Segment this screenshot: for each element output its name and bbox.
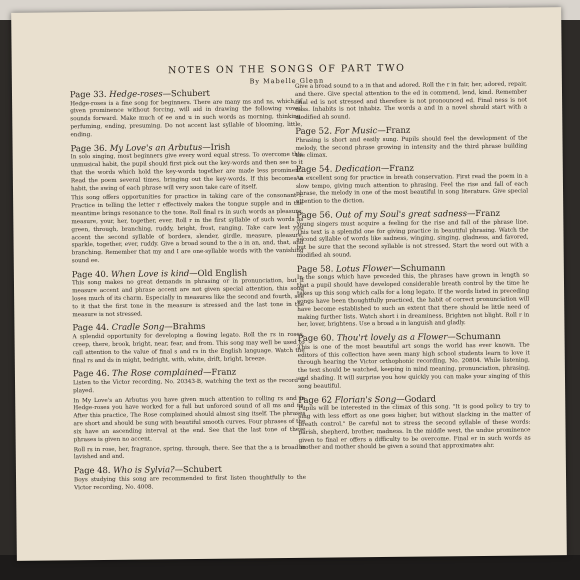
paragraph: An excellent song for practice in breath conservation. First read the poem in a slow tempo, giving much attention to phrasing. Feel the rise and fall of each phrase, the melody in one of the most beautiful in song literature. Give special attention to the diction. xyxy=(295,173,529,206)
paragraph: In My Love's an Arbutus you have given much attention to rolling rs and in Hedge-roses you have worked for a full but unforced sound of all ms and ns. After this practice, The Rose complained should almost sing itself. The phrases are short and should be sung with beautiful smooth curves. Four phrases of the six have an ascending interval at the end. See that the last tone of these phrases is given no accent. xyxy=(73,395,306,443)
paragraph: Roll rs in rose, her, fragrance, spring, through, there. See that the a is broad in lavished and and. xyxy=(73,444,306,461)
author-byline: By Mabelle Glenn xyxy=(249,76,325,86)
section-heading: Page 60. Thou'rt lovely as a Flower—Schumann xyxy=(297,330,501,344)
section-heading: Page 56. Out of my Soul's great sadness—Franz xyxy=(296,207,501,220)
section-heading: Page 36. My Love's an Arbutus—Irish xyxy=(70,141,231,153)
section-heading: Page 48. Who is Sylvia?—Schubert xyxy=(73,463,222,476)
paragraph: Young singers must acquire a feeling for the rise and fall of the phrase line. This text is a splendid one for giving practice in beautiful phrasing. Watch the second syllable of words like sadness, winging, singing, gladness, and favored, but be sure that the second syllable is not stressed. Start the word out with a modified ah sound. xyxy=(296,219,529,259)
paragraph: A splendid opportunity for developing a flowing legato. Roll the rs in roses, creep, there, brook, bright, near, fear, and from. This song may well be used to call attention to the value of final s and rs in the English language. Watch the final rs and ds in might, bedright, with, white, drift, bright, breeze. xyxy=(72,331,305,364)
section-heading: Page 52. For Music—Franz xyxy=(295,124,411,136)
page-title: NOTES ON THE SONGS OF PART TWO xyxy=(168,62,406,77)
section-heading: Page 40. When Love is kind—Old English xyxy=(71,267,248,280)
paragraph: Phrasing is short and easily sung. Pupils should feel the development of the melody, the second phrase growing in intensity and the third phrase building the climax. xyxy=(295,135,528,160)
paragraph: Give a broad sound to a in that and adored. Roll the r in fair, her, adored, repair, and there. Give special attention to the ed in commend, lend, kind. Remember final ed is not stressed and therefore is not pronounced ed. Final ness is not nass. Inhabits is not inhabiz. The words a and in a novel should start with a modified ah sound. xyxy=(294,81,528,122)
section-heading: Page 44. Cradle Song—Brahms xyxy=(72,321,206,333)
paragraph: This song offers opportunities for practice in taking care of the consonant r. Practice in telling the letter r effectively makes the tongue supple and in the meantime brings resonance to the tone. Roll final rs in such words as pleasure, measure, your, her, together, ever. Roll r in the first syllable of such words as green, through, branching, ruddy, bright, frost, ranging. Take care lest you accent the second syllable of borders, slender, girdle, measure, pleasure, sparkle, together, ever, ruddy. Give a broad sound to the a in an, and, that, and branching. Remember that my and I are one-syllable words with the vanishing sound ee. xyxy=(71,193,304,265)
left-column xyxy=(70,84,306,495)
section-heading: Page 58. Lotus Flower—Schumann xyxy=(296,262,446,274)
paragraph: Pupils will be interested in the climax of this song. "It is good policy to try to sing with less effort as one goes higher, but without slacking in the matter of breath control." Be careful not to stress the second syllable of these words: parish, shepherd, brother, madness. In the middle west, the undue prominence given to final er offers a difficulty to be overcome. Final er in such words as brother and mother should be given a sound that approximates ahr. xyxy=(298,403,531,452)
paragraph: Boys studying this song are recommended to first listen thoughtfully to the Victor recording, No. 4008. xyxy=(74,474,307,491)
paragraph: This is one of the most beautiful art songs the world has ever known. The editors of this collection have seen many high school students learn to love it through hearing the Victor orthophonic recording, No. 20804. While listening, the text should be watched, keeping in mind meaning, pronunciation, phrasing, and shading. It will surprise you how quickly you can make your singing of this song beautiful. xyxy=(297,342,531,390)
section-heading: Page 54. Dedication—Franz xyxy=(295,162,414,175)
paragraph: In the songs which have preceded this, the phrases have grown in length so that a pupil should have developed considerable breath control by the time he takes up this song which calls for a long legato. If the words listed in preceding songs have been thoughtfully practiced, the habit of correct pronunciation will have become established to such an extent that there should be little need of making further lists. Watch short i in dreaminess, Brighten not blight. Roll r in her, lover, brightens. Use a broad a in languish and gladly. xyxy=(296,272,530,329)
paragraph: Hedge-roses is a fine song for beginners. There are many ms and ns, which, if given prominence without forcing, will aid in drawing the following vowel sounds forward. Make much of ee and u in such words as morning, thinking, perfuming, ending, presuming. Do not accent last syllable of blooming, little, ending. xyxy=(70,98,303,139)
document-page xyxy=(11,7,567,561)
right-column xyxy=(295,81,531,455)
section-heading: Page 46. The Rose complained—Franz xyxy=(72,366,237,379)
section-heading: Page 33. Hedge-roses—Schubert xyxy=(69,87,210,100)
section-heading: Page 62 Florian's Song—Godard xyxy=(298,393,437,405)
paragraph: In solo singing, most beginners give every word equal stress. To overcome this unmusical habit, the pupil should first pick out the key-words and then see to it that the words which hold the key-words together are made less prominent. Read the poem several times, bringing out the key-words. If this becomes a habit, the swing of each phrase will very soon take care of itself. xyxy=(70,152,303,192)
paragraph: This song makes no great demands in phrasing or in pronunciation, but if measure accent and phrase accent are not given special attention, this song loses much of its charm. Especially in measures like the second and fourth, see to it that the first tone in the measure is stressed and the last tone in the measure is not stressed. xyxy=(71,278,305,318)
paragraph: Listen to the Victor recording, No. 20343-B, watching the text as the record is played. xyxy=(72,377,306,395)
